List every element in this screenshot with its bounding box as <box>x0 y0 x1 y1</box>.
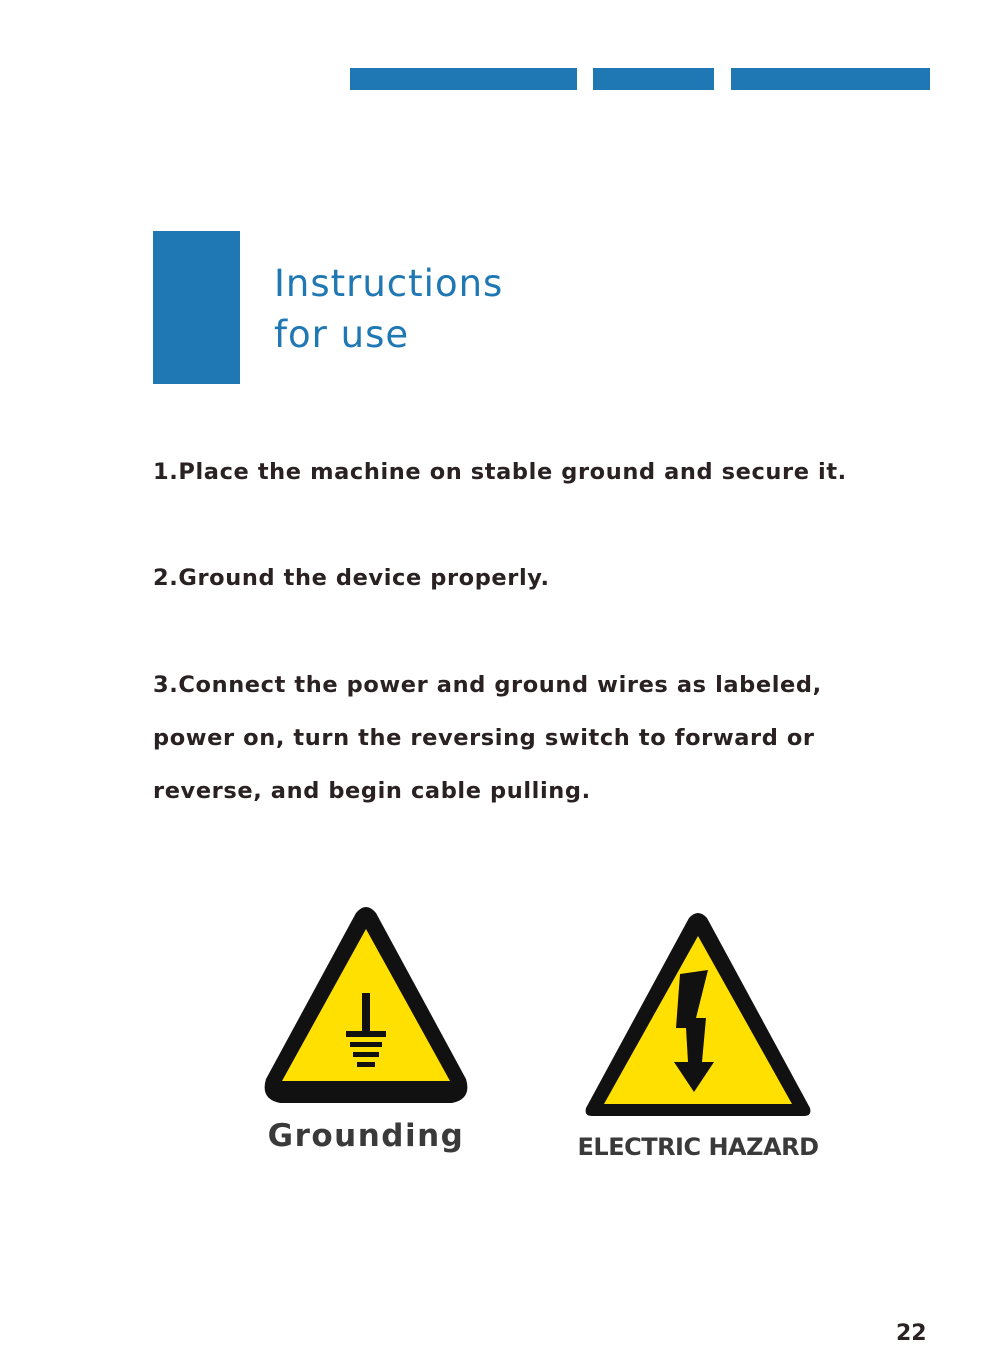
grounding-label: Grounding <box>267 1118 465 1154</box>
step-2 <box>153 552 550 605</box>
page-number: 22 <box>896 1321 927 1346</box>
page-title <box>274 258 503 360</box>
title-line-1: Instructions <box>274 262 504 305</box>
step-1-line-1: 1.Place the machine on stable ground and secure it. <box>153 459 847 485</box>
title-accent-block <box>153 231 240 384</box>
electric-hazard-label: ELECTRIC HAZARD <box>577 1133 819 1161</box>
grounding-icon <box>260 903 472 1109</box>
step-3-line-1: 3.Connect the power and ground wires as labeled, <box>153 672 822 698</box>
step-3 <box>153 659 822 818</box>
step-3-line-3: reverse, and begin cable pulling. <box>153 778 591 804</box>
step-2-line-1: 2.Ground the device properly. <box>153 565 550 591</box>
electric-hazard-icon <box>582 910 814 1120</box>
step-3-line-2: power on, turn the reversing switch to forward or <box>153 725 815 751</box>
step-1 <box>153 446 847 499</box>
header-bar-3 <box>731 68 930 90</box>
header-bar-1 <box>350 68 577 90</box>
title-line-2: for use <box>274 313 410 356</box>
header-bar-2 <box>593 68 714 90</box>
